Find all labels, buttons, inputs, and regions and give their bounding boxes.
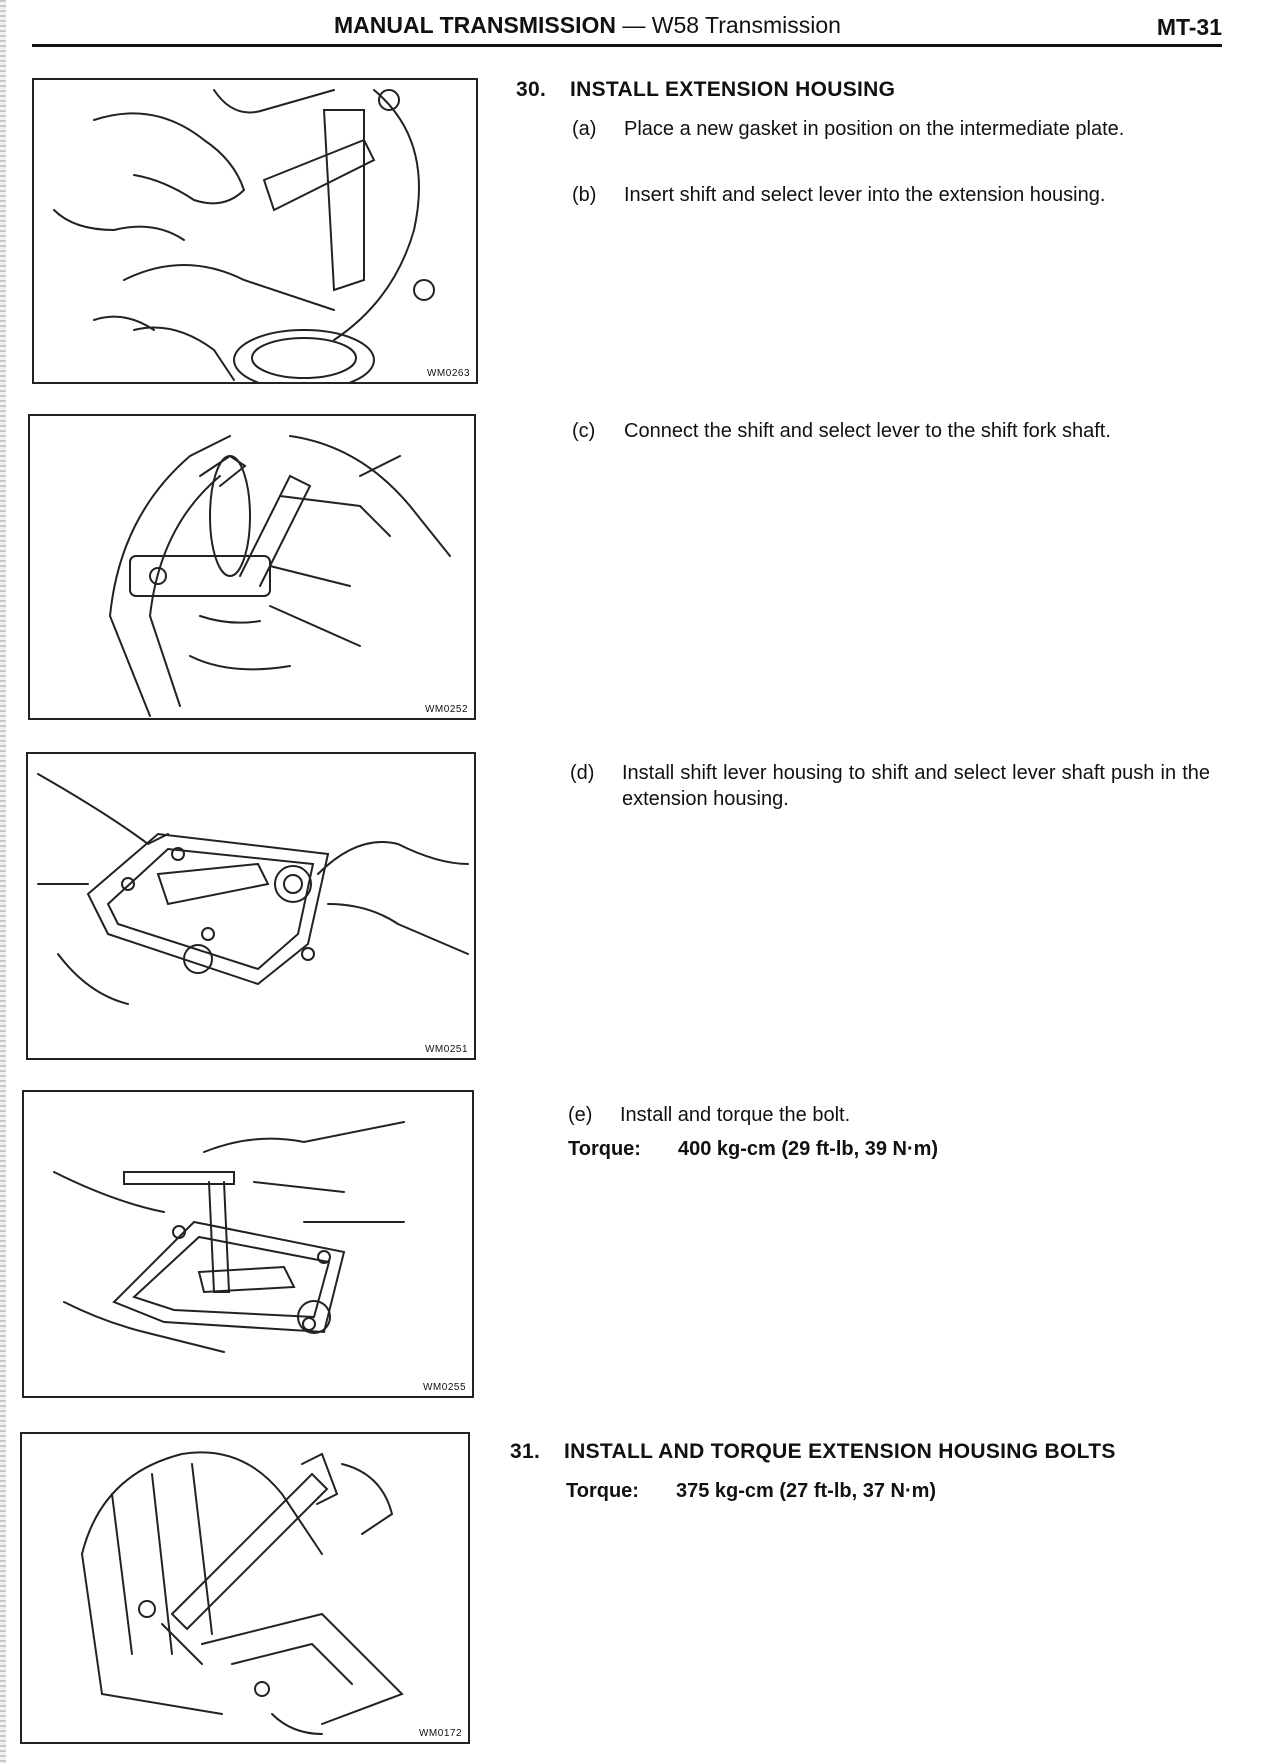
- figure-code: WM0255: [422, 1382, 466, 1393]
- torque-spec-31: [566, 1480, 936, 1503]
- illustration-shift-lever-insert: [34, 80, 476, 382]
- illustration-bolt-torque: [24, 1092, 472, 1396]
- binding-edge: [0, 0, 6, 1764]
- step-30-heading: [516, 78, 895, 102]
- page-number: MT-31: [1156, 14, 1222, 40]
- illustration-shift-lever-housing: [28, 754, 474, 1058]
- torque-label: Torque:: [566, 1480, 639, 1502]
- step-number: 31.: [510, 1440, 541, 1463]
- header-subsection: W58 Transmission: [651, 12, 841, 38]
- figure-code: WM0263: [426, 368, 470, 379]
- figure-extension-bolts: [20, 1432, 470, 1744]
- step-31-heading: [510, 1440, 1116, 1464]
- substep-letter: (a): [572, 118, 597, 140]
- header-rule: [32, 44, 1222, 47]
- torque-label: Torque:: [568, 1138, 641, 1160]
- substep-b: [572, 182, 1210, 208]
- figure-gasket-shift-lever: [32, 78, 478, 384]
- step-title: INSTALL EXTENSION HOUSING: [570, 78, 896, 101]
- torque-value: 400 kg-cm (29 ft-lb, 39 N·m): [678, 1138, 939, 1160]
- substep-d: [570, 760, 1210, 812]
- substep-text: Place a new gasket in position on the intermediate plate.: [624, 118, 1125, 140]
- substep-text: Install and torque the bolt.: [620, 1104, 851, 1126]
- torque-spec-30: [568, 1138, 938, 1161]
- step-title: INSTALL AND TORQUE EXTENSION HOUSING BOLTS: [564, 1440, 1116, 1463]
- illustration-shift-fork-shaft: [30, 416, 474, 718]
- substep-letter: (d): [570, 762, 595, 784]
- substep-c: [572, 418, 1210, 444]
- substep-a: [572, 116, 1210, 142]
- step-number: 30.: [516, 78, 547, 101]
- illustration-extension-housing-bolts: [22, 1434, 468, 1742]
- substep-text: Connect the shift and select lever to the shift fork shaft.: [624, 420, 1111, 442]
- figure-code: WM0172: [418, 1728, 462, 1739]
- substep-letter: (b): [572, 184, 597, 206]
- page-header: [32, 10, 1222, 44]
- substep-text: Insert shift and select lever into the extension housing.: [624, 184, 1106, 206]
- figure-bolt-torque: [22, 1090, 474, 1398]
- substep-text: Install shift lever housing to shift and select lever shaft push in the extension housing.: [622, 762, 1210, 810]
- torque-value: 375 kg-cm (27 ft-lb, 37 N·m): [676, 1480, 937, 1502]
- figure-code: WM0251: [424, 1044, 468, 1055]
- figure-code: WM0252: [424, 704, 468, 715]
- figure-shift-fork-connect: [28, 414, 476, 720]
- substep-letter: (c): [572, 420, 596, 442]
- header-section: MANUAL TRANSMISSION: [334, 12, 616, 38]
- substep-e: [568, 1102, 1208, 1128]
- header-title: [334, 12, 841, 39]
- figure-lever-housing: [26, 752, 476, 1060]
- header-separator: —: [622, 12, 646, 38]
- substep-letter: (e): [568, 1104, 593, 1126]
